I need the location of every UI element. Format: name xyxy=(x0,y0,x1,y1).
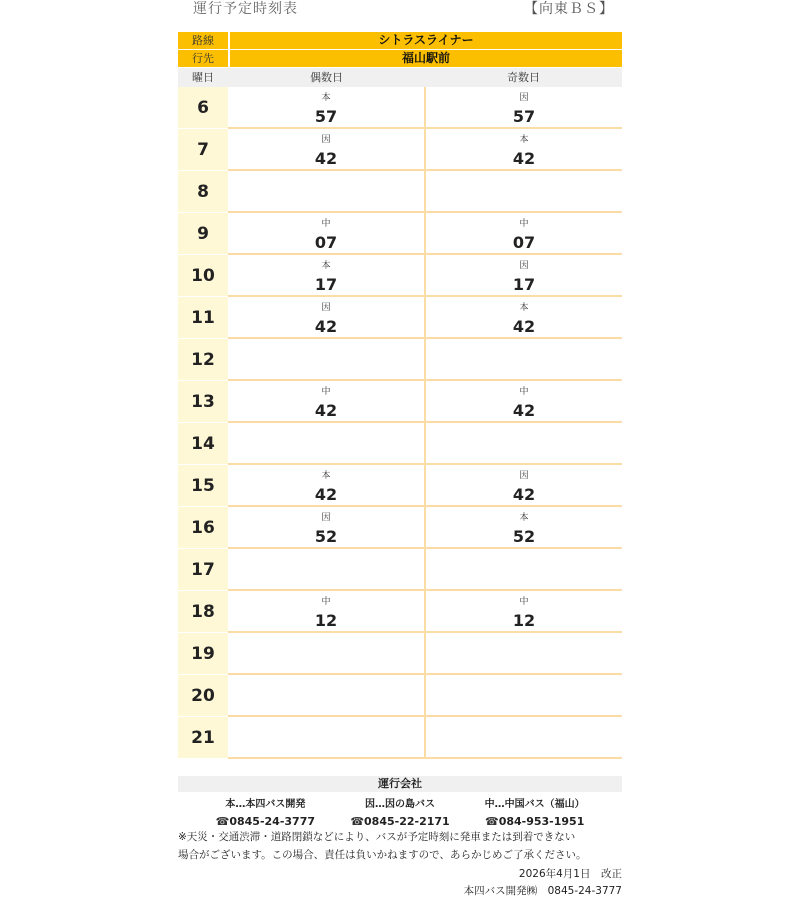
even-day-cell xyxy=(228,717,426,759)
hour-row xyxy=(178,507,622,549)
day-header-row xyxy=(178,68,622,87)
departure-minute: 12 xyxy=(314,611,338,630)
hour-row xyxy=(178,297,622,339)
hour-label: 12 xyxy=(178,339,228,381)
hour-rows xyxy=(178,87,622,759)
odd-day-cell xyxy=(426,87,622,129)
operator-item xyxy=(198,795,333,828)
departure-minute: 42 xyxy=(314,485,338,504)
hour-label: 13 xyxy=(178,381,228,423)
odd-day-header: 奇数日 xyxy=(507,71,540,84)
operator-item xyxy=(333,795,468,828)
departure-minute: 52 xyxy=(512,527,536,546)
departure-minute: 42 xyxy=(512,401,536,420)
even-day-cell xyxy=(228,465,426,507)
departure-minute: 57 xyxy=(512,107,536,126)
hour-label: 7 xyxy=(178,129,228,171)
operator-mark: 因 xyxy=(321,135,331,145)
odd-day-cell xyxy=(426,465,622,507)
hour-row xyxy=(178,129,622,171)
hour-label: 16 xyxy=(178,507,228,549)
operators-heading: 運行会社 xyxy=(178,776,622,792)
disclaimer-line: 場合がございます。この場合、責任は負いかねますので、あらかじめご了承ください。 xyxy=(178,849,587,861)
revision-date: 2026年4月1日 改正 xyxy=(518,868,622,880)
hour-label: 19 xyxy=(178,633,228,675)
odd-day-cell xyxy=(426,129,622,171)
departure-minute: 17 xyxy=(314,275,338,294)
operator-item xyxy=(467,795,602,828)
even-day-header: 偶数日 xyxy=(310,71,343,84)
odd-day-cell xyxy=(426,171,622,213)
even-day-cell xyxy=(228,381,426,423)
departure-minute: 17 xyxy=(512,275,536,294)
even-day-cell xyxy=(228,675,426,717)
stop-name: 【向東ＢＳ】 xyxy=(524,1,614,17)
hour-label: 15 xyxy=(178,465,228,507)
odd-day-cell xyxy=(426,507,622,549)
hour-label: 21 xyxy=(178,717,228,759)
hour-label: 20 xyxy=(178,675,228,717)
departure-minute: 52 xyxy=(314,527,338,546)
odd-day-cell xyxy=(426,591,622,633)
hour-row xyxy=(178,675,622,717)
hour-label: 18 xyxy=(178,591,228,633)
departure-minute: 07 xyxy=(512,233,536,252)
hour-row xyxy=(178,87,622,129)
hour-row xyxy=(178,339,622,381)
even-day-cell xyxy=(228,423,426,465)
even-day-cell xyxy=(228,213,426,255)
departure-minute: 42 xyxy=(512,149,536,168)
timetable xyxy=(178,32,622,759)
departure-minute: 07 xyxy=(314,233,338,252)
page-title: 運行予定時刻表 xyxy=(193,1,298,17)
hour-row xyxy=(178,171,622,213)
hour-label: 14 xyxy=(178,423,228,465)
odd-day-cell xyxy=(426,675,622,717)
hour-label: 6 xyxy=(178,87,228,129)
hour-row xyxy=(178,423,622,465)
even-day-cell xyxy=(228,255,426,297)
hour-label: 10 xyxy=(178,255,228,297)
operator-phone: 0845-24-3777 xyxy=(229,815,316,828)
operator-mark: 中 xyxy=(519,219,529,229)
route-value: シトラスライナー xyxy=(228,32,622,49)
odd-day-cell xyxy=(426,213,622,255)
even-day-cell xyxy=(228,591,426,633)
departure-minute: 12 xyxy=(512,611,536,630)
even-day-cell xyxy=(228,339,426,381)
odd-day-cell xyxy=(426,549,622,591)
departure-minute: 57 xyxy=(314,107,338,126)
route-row xyxy=(178,32,622,50)
phone-icon: ☎ xyxy=(484,815,499,828)
hour-row xyxy=(178,717,622,759)
hour-row xyxy=(178,255,622,297)
operator-mark: 中 xyxy=(321,387,331,397)
hour-row xyxy=(178,549,622,591)
odd-day-cell xyxy=(426,255,622,297)
operator-mark: 本 xyxy=(519,513,529,523)
departure-minute: 42 xyxy=(314,149,338,168)
operator-mark: 因 xyxy=(519,471,529,481)
operator-mark: 本 xyxy=(321,471,331,481)
operator-mark: 中 xyxy=(321,597,331,607)
operator-mark: 因 xyxy=(519,93,529,103)
operators-list xyxy=(178,792,622,828)
operator-mark: 本 xyxy=(519,135,529,145)
odd-day-cell xyxy=(426,717,622,759)
departure-minute: 42 xyxy=(314,317,338,336)
even-day-cell xyxy=(228,297,426,339)
even-day-cell xyxy=(228,171,426,213)
hour-label: 17 xyxy=(178,549,228,591)
hour-row xyxy=(178,465,622,507)
operator-mark: 中 xyxy=(519,387,529,397)
operator-name: 因…因の島バス xyxy=(365,799,435,810)
odd-day-cell xyxy=(426,339,622,381)
destination-row xyxy=(178,50,622,68)
odd-day-cell xyxy=(426,297,622,339)
operator-mark: 中 xyxy=(321,219,331,229)
hour-label: 8 xyxy=(178,171,228,213)
operator-phone: 084-953-1951 xyxy=(498,815,585,828)
operator-phone: 0845-22-2171 xyxy=(364,815,450,828)
phone-icon: ☎ xyxy=(215,815,230,828)
phone-icon: ☎ xyxy=(350,815,365,828)
destination-value: 福山駅前 xyxy=(228,50,622,67)
disclaimer xyxy=(178,828,622,864)
operator-mark: 因 xyxy=(321,303,331,313)
operator-mark: 因 xyxy=(321,513,331,523)
company-contact: 本四バス開発㈱ 0845-24-3777 xyxy=(463,885,622,897)
operators-section xyxy=(178,776,622,828)
hour-label: 11 xyxy=(178,297,228,339)
odd-day-cell xyxy=(426,633,622,675)
operator-mark: 因 xyxy=(519,261,529,271)
odd-day-cell xyxy=(426,381,622,423)
operator-mark: 本 xyxy=(519,303,529,313)
day-label: 曜日 xyxy=(192,71,214,84)
hour-label: 9 xyxy=(178,213,228,255)
destination-label: 行先 xyxy=(192,52,214,65)
odd-day-cell xyxy=(426,423,622,465)
hour-row xyxy=(178,633,622,675)
even-day-cell xyxy=(228,129,426,171)
even-day-cell xyxy=(228,633,426,675)
operator-name: 本…本四バス開発 xyxy=(225,799,306,810)
disclaimer-line: ※天災・交通渋滞・道路閉鎖などにより、バスが予定時刻に発車または到着できない xyxy=(178,831,576,843)
hour-row xyxy=(178,591,622,633)
hour-row xyxy=(178,381,622,423)
operator-mark: 中 xyxy=(519,597,529,607)
hour-row xyxy=(178,213,622,255)
even-day-cell xyxy=(228,549,426,591)
departure-minute: 42 xyxy=(512,317,536,336)
even-day-cell xyxy=(228,87,426,129)
even-day-cell xyxy=(228,507,426,549)
operator-mark: 本 xyxy=(321,261,331,271)
operator-mark: 本 xyxy=(321,93,331,103)
operator-name: 中…中国バス（福山） xyxy=(484,799,585,810)
departure-minute: 42 xyxy=(512,485,536,504)
departure-minute: 42 xyxy=(314,401,338,420)
route-label: 路線 xyxy=(192,34,214,47)
